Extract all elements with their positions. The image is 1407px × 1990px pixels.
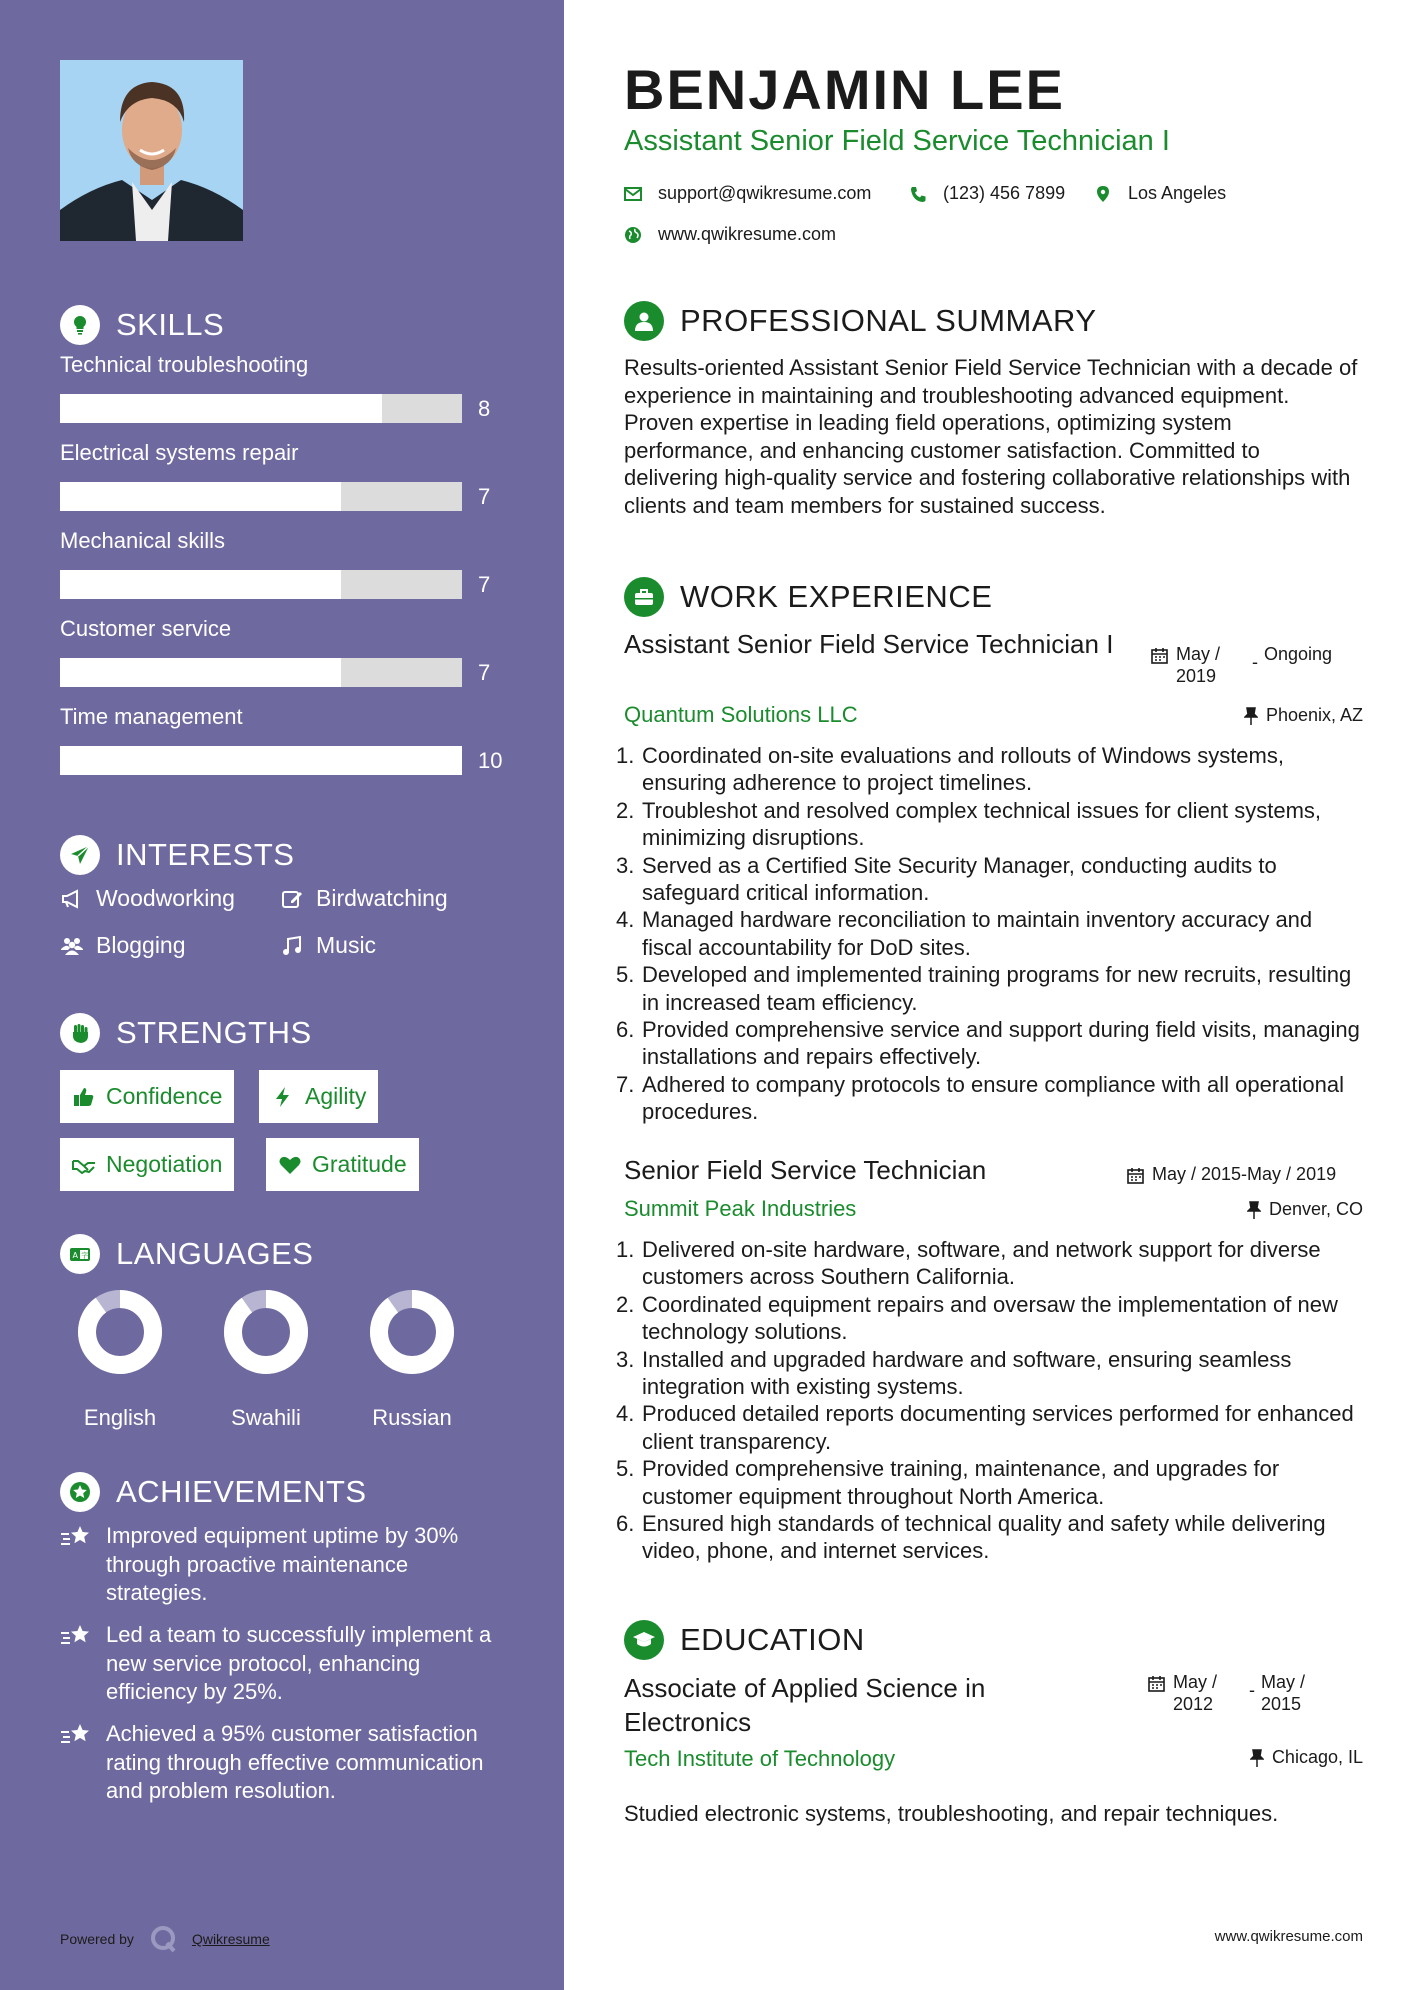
person-portrait-icon <box>60 60 243 241</box>
skill-item <box>60 704 510 773</box>
calendar-icon <box>1148 1675 1165 1692</box>
job-responsibilities <box>616 742 1361 1126</box>
shooting-star-icon <box>60 1524 92 1552</box>
strength-negotiation: Negotiation <box>60 1138 234 1191</box>
language-level-ring <box>77 1289 163 1375</box>
list-number: 1. <box>616 743 635 768</box>
responsibility-item <box>616 1236 1361 1291</box>
contact-email[interactable]: support@qwikresume.com <box>624 183 871 204</box>
user-icon <box>624 301 664 341</box>
list-number: 3. <box>616 1346 635 1372</box>
responsibility-item <box>616 1071 1361 1126</box>
skill-level: 7 <box>478 484 491 509</box>
powered-by: Powered by Qwikresume <box>60 1924 270 1954</box>
language-name: English <box>83 1405 157 1430</box>
lightbulb-icon <box>60 305 100 345</box>
responsibility-item <box>616 1291 1361 1346</box>
candidate-title: Assistant Senior Field Service Technician I <box>624 125 1170 157</box>
job-title: Senior Field Service Technician <box>624 1155 987 1185</box>
company-name: Summit Peak Industries <box>624 1196 857 1221</box>
strength-confidence: Confidence <box>60 1070 234 1123</box>
responsibility-item <box>616 1346 1361 1401</box>
strength-gratitude: Gratitude <box>266 1138 419 1191</box>
education-heading: EDUCATION <box>624 1620 865 1660</box>
list-number: 3. <box>616 852 635 878</box>
skill-level: 7 <box>478 660 491 685</box>
skill-item <box>60 616 510 685</box>
paper-plane-icon <box>60 835 100 875</box>
summary-heading: PROFESSIONAL SUMMARY <box>624 301 1097 341</box>
contact-phone[interactable]: (123) 456 7899 <box>909 183 1065 204</box>
responsibility-item <box>616 1400 1361 1455</box>
language-level-arc <box>379 1299 445 1365</box>
job-title: Assistant Senior Field Service Technician I <box>624 629 1114 659</box>
list-number: 6. <box>616 1017 635 1043</box>
job-location: Denver, CO <box>1247 1199 1363 1220</box>
skill-bar-fill <box>60 658 341 687</box>
language-name: Russian <box>372 1405 452 1430</box>
profile-photo <box>60 60 243 241</box>
star-badge-icon <box>60 1472 100 1512</box>
achievement-item: Improved equipment uptime by 30% through proactive maintenance strategies. <box>60 1522 510 1608</box>
calendar-icon <box>1127 1167 1144 1184</box>
experience-heading: WORK EXPERIENCE <box>624 577 992 617</box>
briefcase-icon <box>624 577 664 617</box>
qwikresume-link[interactable]: Qwikresume <box>191 1931 270 1947</box>
interest-woodworking: Woodworking <box>60 885 235 912</box>
list-number: 5. <box>616 962 635 988</box>
languages-heading: A 字 LANGUAGES <box>60 1234 313 1274</box>
skill-bar-fill <box>60 746 462 775</box>
responsibility-text: Provided comprehensive training, maintenance, and upgrades for customer equipment throughout North America. <box>642 1456 1280 1509</box>
list-number: 2. <box>616 1291 635 1317</box>
list-number: 4. <box>616 907 635 933</box>
skill-level: 7 <box>478 572 491 597</box>
responsibility-text: Provided comprehensive service and support during field visits, managing installations and repairs effectively. <box>642 1017 1360 1070</box>
music-icon <box>280 934 304 958</box>
raised-fist-icon <box>60 1013 100 1053</box>
school-name: Tech Institute of Technology <box>624 1746 896 1771</box>
school-location: Chicago, IL <box>1250 1747 1363 1768</box>
responsibility-text: Coordinated on-site evaluations and rollouts of Windows systems, ensuring adherence to project timelines. <box>642 743 1284 796</box>
list-number: 2. <box>616 797 635 823</box>
skill-bar-fill <box>60 570 341 599</box>
education-date: May / 2012 - May / 2015 <box>1148 1671 1321 1715</box>
responsibility-text: Installed and upgraded hardware and software, ensuring seamless integration with existing systems. <box>642 1346 1292 1400</box>
responsibility-text: Adhered to company protocols to ensure compliance with all operational procedures. <box>642 1071 1344 1125</box>
job-date: May / 2019 - Ongoing <box>1151 643 1336 687</box>
list-number: 5. <box>616 1456 635 1482</box>
globe-icon <box>624 226 642 244</box>
handshake-icon <box>72 1153 96 1177</box>
responsibility-text: Managed hardware reconciliation to maintain inventory accuracy and fiscal accountability for DoD sites. <box>642 907 1313 960</box>
skill-name: Customer service <box>60 616 232 641</box>
achievements-heading: ACHIEVEMENTS <box>60 1472 367 1512</box>
responsibility-item <box>616 906 1361 961</box>
achievement-item: Led a team to successfully implement a new service protocol, enhancing efficiency by 25%. <box>60 1621 510 1707</box>
users-icon <box>60 934 84 958</box>
bolt-icon <box>271 1085 295 1109</box>
responsibility-item <box>616 961 1361 1016</box>
svg-text:字: 字 <box>81 1251 89 1260</box>
phone-icon <box>909 185 927 203</box>
responsibility-text: Produced detailed reports documenting services performed for enhanced client transparency. <box>642 1401 1354 1454</box>
degree-title: Associate of Applied Science in Electronics <box>624 1673 986 1737</box>
contact-website[interactable]: www.qwikresume.com <box>624 224 836 245</box>
interest-birdwatching: Birdwatching <box>280 885 448 912</box>
shooting-star-icon <box>60 1623 92 1651</box>
footer-website[interactable]: www.qwikresume.com <box>1214 1928 1363 1945</box>
list-number: 7. <box>616 1071 635 1097</box>
interests-heading: INTERESTS <box>60 835 294 875</box>
skill-level: 10 <box>478 748 503 773</box>
responsibility-text: Ensured high standards of technical quality and safety while delivering video, phone, and internet services. <box>642 1511 1326 1564</box>
job-responsibilities <box>616 1236 1361 1565</box>
skill-bar <box>60 658 462 687</box>
list-number: 6. <box>616 1511 635 1537</box>
responsibility-item <box>616 1510 1361 1565</box>
responsibility-item <box>616 1016 1361 1071</box>
graduation-cap-icon <box>624 1620 664 1660</box>
pushpin-icon <box>1247 1201 1261 1219</box>
skill-item <box>60 528 510 597</box>
job-date: May / 2015-May / 2019 <box>1127 1163 1336 1185</box>
skill-level: 8 <box>478 396 491 421</box>
list-number: 4. <box>616 1401 635 1427</box>
language-level-ring <box>223 1289 309 1375</box>
thumbs-up-icon <box>72 1085 96 1109</box>
svg-text:A: A <box>72 1251 78 1260</box>
education-description: Studied electronic systems, troubleshooting, and repair techniques. <box>624 1801 1279 1826</box>
skill-bar <box>60 482 462 511</box>
company-name: Quantum Solutions LLC <box>624 702 858 727</box>
edit-icon <box>280 887 304 911</box>
language-level-arc <box>87 1299 153 1365</box>
responsibility-text: Served as a Certified Site Security Manager, conducting audits to safeguard critical information. <box>642 852 1277 906</box>
language-level-arc <box>233 1299 299 1365</box>
responsibility-text: Developed and implemented training programs for new recruits, resulting in increased team efficiency. <box>642 962 1352 1015</box>
responsibility-item <box>616 797 1361 852</box>
language-item <box>206 1289 326 1431</box>
qwikresume-logo-icon <box>148 1924 178 1954</box>
skill-bar <box>60 394 462 423</box>
language-level-ring <box>369 1289 455 1375</box>
job-location: Phoenix, AZ <box>1244 705 1363 726</box>
responsibility-item <box>616 742 1361 797</box>
candidate-name: BENJAMIN LEE <box>624 58 1065 121</box>
interest-blogging: Blogging <box>60 932 186 959</box>
map-marker-icon <box>1094 185 1112 203</box>
skill-name: Time management <box>60 704 243 729</box>
language-item <box>352 1289 472 1431</box>
skill-bar-fill <box>60 394 382 423</box>
skill-item <box>60 352 510 421</box>
skill-name: Mechanical skills <box>60 528 226 553</box>
bullhorn-icon <box>60 887 84 911</box>
language-item <box>60 1289 180 1431</box>
pushpin-icon <box>1244 707 1258 725</box>
responsibility-text: Coordinated equipment repairs and oversaw the implementation of new technology solutions. <box>642 1291 1338 1345</box>
skills-heading: SKILLS <box>60 305 224 345</box>
skill-item <box>60 440 510 509</box>
strengths-heading: STRENGTHS <box>60 1013 312 1053</box>
language-name: Swahili <box>231 1405 301 1430</box>
responsibility-text: Delivered on-site hardware, software, and network support for diverse customers across Southern California. <box>642 1237 1321 1290</box>
calendar-icon <box>1151 647 1168 664</box>
skill-bar <box>60 746 462 775</box>
responsibility-item <box>616 852 1361 907</box>
pushpin-icon <box>1250 1749 1264 1767</box>
list-number: 1. <box>616 1237 635 1262</box>
skill-name: Technical troubleshooting <box>60 352 309 377</box>
achievement-item: Achieved a 95% customer satisfaction rating through effective communication and problem resolution. <box>60 1720 510 1806</box>
responsibility-text: Troubleshot and resolved complex technical issues for client systems, minimizing disruptions. <box>642 797 1322 851</box>
skill-bar-fill <box>60 482 341 511</box>
summary-text: Results-oriented Assistant Senior Field Service Technician with a decade of experience in maintaining and troubleshooting advanced equipment. Proven expertise in leading field operations, optimizing system performance, and enhancing customer satisfaction. Committed to delivering high-quality service and fostering collaborative relationships with clients and team members for sustained success. <box>624 355 1358 518</box>
heart-icon <box>278 1153 302 1177</box>
sidebar <box>0 0 564 1990</box>
contact-location: Los Angeles <box>1094 183 1226 204</box>
strength-agility: Agility <box>259 1070 378 1123</box>
responsibility-item <box>616 1455 1361 1510</box>
skill-bar <box>60 570 462 599</box>
skill-name: Electrical systems repair <box>60 440 299 465</box>
interest-music: Music <box>280 932 376 959</box>
envelope-icon <box>624 185 642 203</box>
language-icon <box>60 1234 100 1274</box>
shooting-star-icon <box>60 1722 92 1750</box>
